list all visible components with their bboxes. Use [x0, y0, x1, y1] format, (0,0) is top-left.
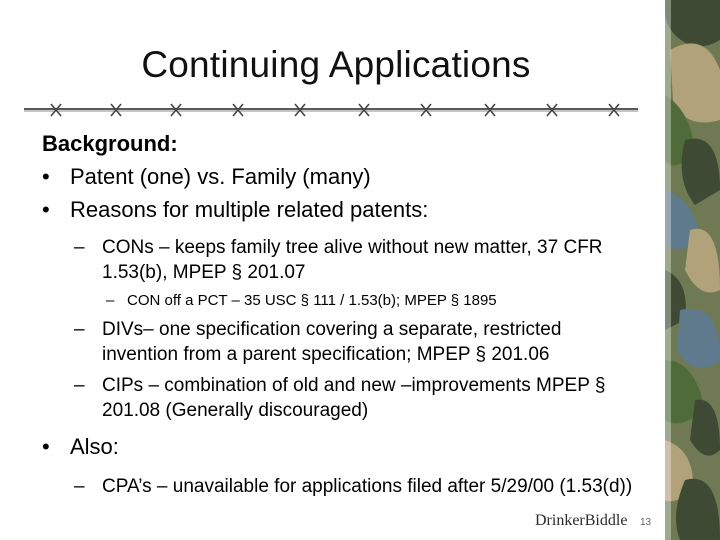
- bullet-text: Reasons for multiple related patents:: [70, 197, 429, 222]
- bullet-text: Patent (one) vs. Family (many): [70, 164, 371, 189]
- subbullet-divs: [42, 317, 642, 367]
- bullet-icon: •: [42, 164, 50, 189]
- subbullet-text: CPA’s – unavailable for applications filed after 5/29/00 (1.53(d)): [102, 476, 633, 497]
- subbullet-cips: [42, 373, 642, 423]
- barbed-wire-divider: [24, 98, 638, 122]
- slide-body: [42, 128, 642, 503]
- subbullet-text: CIPs – combination of old and new –improvements MPEP § 201.08 (Generally discouraged): [102, 375, 606, 421]
- slide-title: Continuing Applications: [141, 44, 531, 85]
- bullet-text: Also:: [70, 434, 119, 459]
- subbullet-cpas: [42, 474, 642, 499]
- bullet-also: [42, 431, 642, 462]
- subbullet-cons: [42, 235, 642, 285]
- camouflage-border: [665, 0, 720, 540]
- dash-icon: –: [106, 292, 115, 309]
- dash-icon: –: [74, 375, 85, 396]
- dash-icon: –: [74, 319, 85, 340]
- subsubbullet-text: CON off a PCT – 35 USC § 111 / 1.53(b); MPEP § 1895: [127, 292, 497, 309]
- drinker-biddle-logo: DrinkerBiddle: [535, 512, 628, 529]
- bullet-icon: •: [42, 434, 50, 459]
- page-number: 13: [640, 517, 652, 528]
- dash-icon: –: [74, 476, 85, 497]
- subbullet-text: DIVs– one specification covering a separate, restricted invention from a parent specification; MPEP § 201.06: [102, 319, 562, 365]
- bullet-patent-family: [42, 161, 642, 192]
- background-heading: Background:: [42, 131, 178, 156]
- dash-icon: –: [74, 237, 85, 258]
- subsubbullet-con-pct: [42, 291, 642, 311]
- bullet-icon: •: [42, 197, 50, 222]
- bullet-reasons: [42, 194, 642, 225]
- subbullet-text: CONs – keeps family tree alive without new matter, 37 CFR 1.53(b), MPEP § 201.07: [102, 237, 603, 283]
